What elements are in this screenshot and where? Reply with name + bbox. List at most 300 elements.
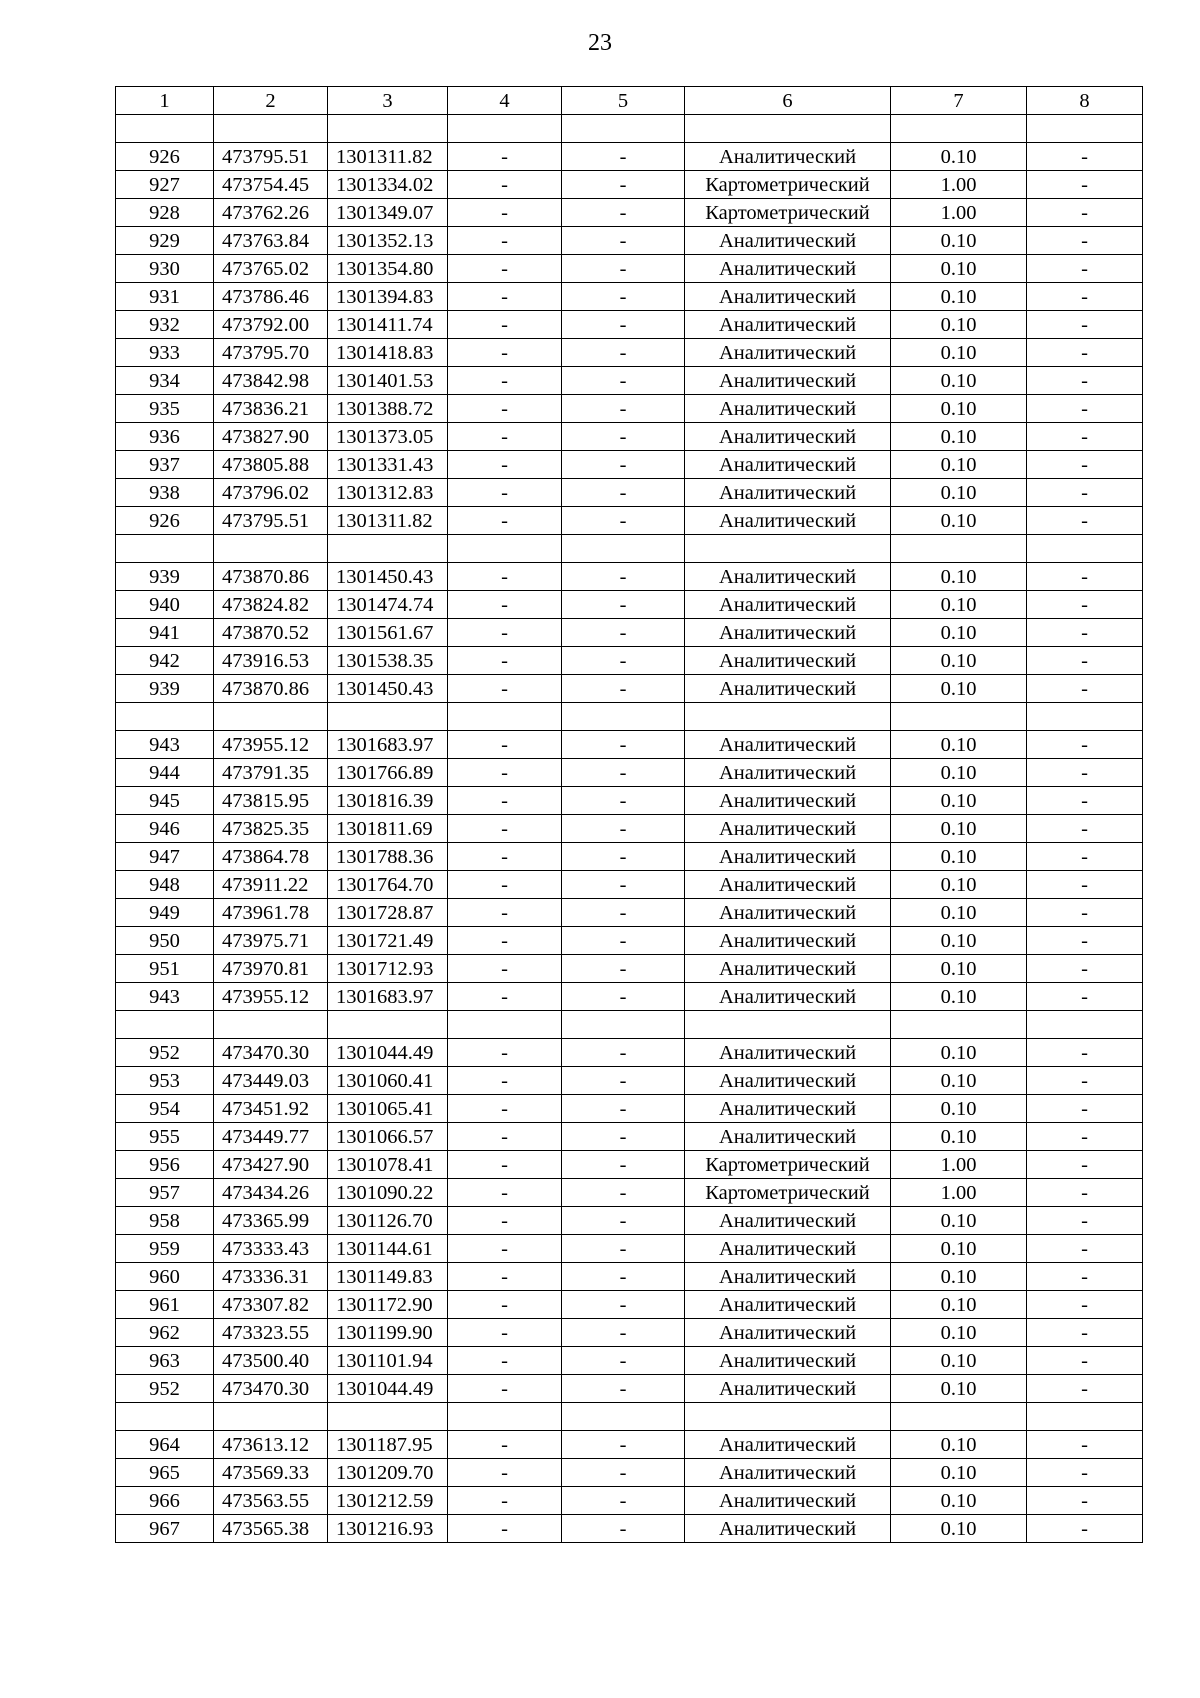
table-cell: 962 [116, 1319, 214, 1347]
table-cell: - [562, 283, 685, 311]
table-cell: - [448, 451, 562, 479]
table-row [116, 1431, 1143, 1459]
table-row [116, 395, 1143, 423]
table-cell: Аналитический [685, 731, 891, 759]
table-cell: 0.10 [891, 1319, 1027, 1347]
table-cell: Аналитический [685, 479, 891, 507]
table-cell: 0.10 [891, 143, 1027, 171]
table-cell: 957 [116, 1179, 214, 1207]
table-cell: - [562, 1067, 685, 1095]
table-cell: 1301311.82 [328, 143, 448, 171]
table-cell: 473824.82 [214, 591, 328, 619]
table-separator-row [116, 535, 1143, 563]
table-cell: Аналитический [685, 1291, 891, 1319]
table-row [116, 1375, 1143, 1403]
table-cell: Аналитический [685, 227, 891, 255]
table-cell: 1301354.80 [328, 255, 448, 283]
table-cell: - [1027, 1459, 1143, 1487]
table-cell: - [448, 1179, 562, 1207]
table-cell: - [1027, 815, 1143, 843]
table-cell [562, 1403, 685, 1431]
table-cell: Аналитический [685, 927, 891, 955]
table-cell: 966 [116, 1487, 214, 1515]
table-row [116, 1319, 1143, 1347]
table-cell: - [448, 255, 562, 283]
table-row [116, 1263, 1143, 1291]
table-cell: - [562, 227, 685, 255]
table-cell: - [1027, 423, 1143, 451]
table-row [116, 1039, 1143, 1067]
table-cell: 1301311.82 [328, 507, 448, 535]
table-cell: 933 [116, 339, 214, 367]
table-cell: - [448, 143, 562, 171]
table-cell: Картометрический [685, 171, 891, 199]
table-cell: - [562, 1319, 685, 1347]
table-row [116, 1207, 1143, 1235]
table-cell [1027, 115, 1143, 143]
table-cell [562, 703, 685, 731]
table-cell: Аналитический [685, 283, 891, 311]
table-cell: - [448, 1291, 562, 1319]
table-cell: 473955.12 [214, 983, 328, 1011]
table-cell: 0.10 [891, 899, 1027, 927]
table-cell: 941 [116, 619, 214, 647]
table-cell [685, 535, 891, 563]
table-cell: 943 [116, 731, 214, 759]
table-cell: 932 [116, 311, 214, 339]
table-cell [1027, 1011, 1143, 1039]
table-cell: - [1027, 1123, 1143, 1151]
table-cell: 0.10 [891, 983, 1027, 1011]
table-cell: - [1027, 871, 1143, 899]
table-cell: Аналитический [685, 591, 891, 619]
table-cell: 473791.35 [214, 759, 328, 787]
table-cell: 473825.35 [214, 815, 328, 843]
table-cell: Аналитический [685, 1431, 891, 1459]
table-cell: 1301199.90 [328, 1319, 448, 1347]
table-cell: 1301331.43 [328, 451, 448, 479]
table-row [116, 955, 1143, 983]
header-cell: 5 [562, 87, 685, 115]
table-cell: 0.10 [891, 507, 1027, 535]
table-cell: - [562, 423, 685, 451]
table-cell: Аналитический [685, 1263, 891, 1291]
table-cell [891, 1011, 1027, 1039]
table-cell: 1301090.22 [328, 1179, 448, 1207]
page-number: 23 [588, 30, 612, 56]
table-cell: - [1027, 479, 1143, 507]
table-cell: 946 [116, 815, 214, 843]
table-cell: 952 [116, 1039, 214, 1067]
table-cell [562, 1011, 685, 1039]
table-cell: - [1027, 1263, 1143, 1291]
table-cell: 1301373.05 [328, 423, 448, 451]
table-cell: 950 [116, 927, 214, 955]
table-cell: - [1027, 451, 1143, 479]
table-cell: 1.00 [891, 199, 1027, 227]
table-cell: 945 [116, 787, 214, 815]
table-cell: Аналитический [685, 787, 891, 815]
table-cell: 473754.45 [214, 171, 328, 199]
table-cell: 473786.46 [214, 283, 328, 311]
header-cell: 8 [1027, 87, 1143, 115]
table-cell: 951 [116, 955, 214, 983]
table-cell: 473836.21 [214, 395, 328, 423]
table-cell: Аналитический [685, 1375, 891, 1403]
table-cell: 0.10 [891, 815, 1027, 843]
table-cell [328, 1403, 448, 1431]
table-cell: Аналитический [685, 899, 891, 927]
table-cell: - [1027, 1067, 1143, 1095]
header-cell: 3 [328, 87, 448, 115]
table-cell: - [448, 1459, 562, 1487]
table-cell: 0.10 [891, 787, 1027, 815]
table-cell: - [1027, 1207, 1143, 1235]
table-cell: 473916.53 [214, 647, 328, 675]
table-cell: - [562, 675, 685, 703]
header-cell: 4 [448, 87, 562, 115]
table-cell: - [562, 255, 685, 283]
table-row [116, 171, 1143, 199]
table-cell: 0.10 [891, 843, 1027, 871]
table-cell: - [448, 563, 562, 591]
table-cell [1027, 1403, 1143, 1431]
table-cell: 963 [116, 1347, 214, 1375]
table-cell: 1301450.43 [328, 563, 448, 591]
table-cell: 0.10 [891, 1375, 1027, 1403]
table-cell: 473842.98 [214, 367, 328, 395]
table-cell [685, 1011, 891, 1039]
table-cell: - [448, 1235, 562, 1263]
table-cell: 473434.26 [214, 1179, 328, 1207]
table-cell: - [562, 647, 685, 675]
table-cell: - [448, 1375, 562, 1403]
table-cell: 961 [116, 1291, 214, 1319]
table-cell: Аналитический [685, 955, 891, 983]
table-cell: - [1027, 647, 1143, 675]
table-cell: - [1027, 255, 1143, 283]
table-cell [214, 1011, 328, 1039]
table-cell: 1301721.49 [328, 927, 448, 955]
table-cell: - [562, 1291, 685, 1319]
header-cell: 7 [891, 87, 1027, 115]
table-cell: - [562, 1431, 685, 1459]
table-cell: 0.10 [891, 255, 1027, 283]
table-cell: - [448, 339, 562, 367]
table-cell: 1301811.69 [328, 815, 448, 843]
table-cell: 959 [116, 1235, 214, 1263]
table-cell: 943 [116, 983, 214, 1011]
table-cell: 0.10 [891, 955, 1027, 983]
table-cell: 473955.12 [214, 731, 328, 759]
table-cell: - [1027, 227, 1143, 255]
table-cell: - [448, 983, 562, 1011]
table-cell: 1301216.93 [328, 1515, 448, 1543]
table-cell: Аналитический [685, 1487, 891, 1515]
table-cell: - [448, 759, 562, 787]
table-cell: - [562, 955, 685, 983]
table-cell: 1301352.13 [328, 227, 448, 255]
table-cell: - [448, 955, 562, 983]
table-cell: - [562, 1207, 685, 1235]
table-cell [214, 703, 328, 731]
table-cell: 1301538.35 [328, 647, 448, 675]
table-cell: 1301187.95 [328, 1431, 448, 1459]
table-cell: 0.10 [891, 731, 1027, 759]
table-cell: 1301712.93 [328, 955, 448, 983]
table-cell: - [1027, 1235, 1143, 1263]
table-cell: - [1027, 619, 1143, 647]
table-cell: 473792.00 [214, 311, 328, 339]
table-cell: - [1027, 927, 1143, 955]
table-cell: Аналитический [685, 311, 891, 339]
table-cell: 0.10 [891, 563, 1027, 591]
table-cell: - [448, 1515, 562, 1543]
table-cell [448, 115, 562, 143]
table-cell: Аналитический [685, 1067, 891, 1095]
table-cell [116, 115, 214, 143]
table-separator-row [116, 703, 1143, 731]
table-cell: 1301144.61 [328, 1235, 448, 1263]
table-cell: - [1027, 507, 1143, 535]
table-cell: - [1027, 1151, 1143, 1179]
table-cell: 1301450.43 [328, 675, 448, 703]
table-cell: - [1027, 143, 1143, 171]
table-separator-row [116, 115, 1143, 143]
table-cell [562, 535, 685, 563]
table-cell: 473451.92 [214, 1095, 328, 1123]
table-row [116, 227, 1143, 255]
table-cell: - [1027, 1347, 1143, 1375]
table-cell: Аналитический [685, 647, 891, 675]
table-cell: 473795.51 [214, 143, 328, 171]
table-cell: - [562, 787, 685, 815]
table-cell: 0.10 [891, 283, 1027, 311]
table-cell: 0.10 [891, 1067, 1027, 1095]
table-cell: - [562, 1459, 685, 1487]
table-row [116, 563, 1143, 591]
table-cell: 1301065.41 [328, 1095, 448, 1123]
table-cell: 931 [116, 283, 214, 311]
table-cell: - [562, 1123, 685, 1151]
table-cell: 1301388.72 [328, 395, 448, 423]
table-cell: - [562, 1375, 685, 1403]
table-cell: - [1027, 1319, 1143, 1347]
table-cell: 0.10 [891, 927, 1027, 955]
table-cell: - [448, 1095, 562, 1123]
table-cell: 942 [116, 647, 214, 675]
table-cell: - [448, 227, 562, 255]
table-row [116, 1095, 1143, 1123]
table-cell: - [1027, 311, 1143, 339]
table-row [116, 899, 1143, 927]
table-cell: 1.00 [891, 171, 1027, 199]
table-cell: - [562, 1487, 685, 1515]
table-cell: 473827.90 [214, 423, 328, 451]
table-cell: - [562, 451, 685, 479]
table-cell: 926 [116, 143, 214, 171]
table-cell: - [1027, 283, 1143, 311]
table-cell: - [448, 1487, 562, 1515]
table-cell: 0.10 [891, 1039, 1027, 1067]
table-cell: - [562, 591, 685, 619]
table-cell: - [1027, 367, 1143, 395]
table-cell: 1301788.36 [328, 843, 448, 871]
table-cell: - [1027, 171, 1143, 199]
table-cell: 0.10 [891, 759, 1027, 787]
table-cell: 473323.55 [214, 1319, 328, 1347]
table-cell: 473307.82 [214, 1291, 328, 1319]
table-cell [328, 115, 448, 143]
table-cell: 1301394.83 [328, 283, 448, 311]
table-cell [328, 1011, 448, 1039]
table-cell [116, 1403, 214, 1431]
table-cell [891, 1403, 1027, 1431]
table-row [116, 283, 1143, 311]
table-cell: Аналитический [685, 1459, 891, 1487]
table-cell: - [562, 507, 685, 535]
table-row [116, 1515, 1143, 1543]
table-cell: 1301066.57 [328, 1123, 448, 1151]
table-cell: 0.10 [891, 1515, 1027, 1543]
table-row [116, 591, 1143, 619]
table-cell: - [448, 1039, 562, 1067]
table-cell: 473762.26 [214, 199, 328, 227]
table-cell: Аналитический [685, 1207, 891, 1235]
table-cell [1027, 703, 1143, 731]
table-cell: - [448, 171, 562, 199]
table-row [116, 423, 1143, 451]
table-cell: 1301474.74 [328, 591, 448, 619]
table-cell: - [448, 1207, 562, 1235]
table-cell: Аналитический [685, 339, 891, 367]
table-row [116, 199, 1143, 227]
table-cell: 473565.38 [214, 1515, 328, 1543]
table-cell: - [562, 395, 685, 423]
table-row [116, 1151, 1143, 1179]
table-cell: 1301060.41 [328, 1067, 448, 1095]
table-cell: 473961.78 [214, 899, 328, 927]
table-cell: 958 [116, 1207, 214, 1235]
table-cell: 955 [116, 1123, 214, 1151]
table-row [116, 647, 1143, 675]
table-cell: - [448, 647, 562, 675]
table-cell: 0.10 [891, 339, 1027, 367]
table-cell: 934 [116, 367, 214, 395]
table-cell [891, 703, 1027, 731]
table-cell: - [562, 927, 685, 955]
table-cell: 473795.70 [214, 339, 328, 367]
table-cell: 952 [116, 1375, 214, 1403]
table-cell: 967 [116, 1515, 214, 1543]
table-cell [562, 115, 685, 143]
table-cell: 1301312.83 [328, 479, 448, 507]
table-cell: 473870.86 [214, 563, 328, 591]
table-row [116, 787, 1143, 815]
table-cell: Аналитический [685, 983, 891, 1011]
table-cell: - [448, 843, 562, 871]
table-cell: 939 [116, 675, 214, 703]
table-row [116, 759, 1143, 787]
table-cell: 473796.02 [214, 479, 328, 507]
table-cell: 0.10 [891, 423, 1027, 451]
table-cell: - [448, 395, 562, 423]
table-cell: 1301172.90 [328, 1291, 448, 1319]
table-cell: 965 [116, 1459, 214, 1487]
table-cell: Аналитический [685, 255, 891, 283]
table-cell: - [562, 311, 685, 339]
table-cell: - [562, 759, 685, 787]
header-cell: 1 [116, 87, 214, 115]
table-cell: - [562, 1151, 685, 1179]
table-cell: 0.10 [891, 1123, 1027, 1151]
table-cell [448, 535, 562, 563]
table-cell: 954 [116, 1095, 214, 1123]
table-cell: 935 [116, 395, 214, 423]
table-cell: 953 [116, 1067, 214, 1095]
table-cell: Аналитический [685, 843, 891, 871]
table-cell: 0.10 [891, 647, 1027, 675]
table-cell: 0.10 [891, 1095, 1027, 1123]
table-cell: 473563.55 [214, 1487, 328, 1515]
table-cell: - [448, 199, 562, 227]
table-cell: - [562, 1263, 685, 1291]
table-cell: 473470.30 [214, 1039, 328, 1067]
table-cell: - [1027, 1487, 1143, 1515]
table-cell: - [1027, 339, 1143, 367]
table-cell: - [448, 1263, 562, 1291]
table-cell: 0.10 [891, 395, 1027, 423]
table-cell: 1301212.59 [328, 1487, 448, 1515]
table-cell: Картометрический [685, 1179, 891, 1207]
table-cell: - [448, 591, 562, 619]
table-cell: - [1027, 675, 1143, 703]
table-cell: 1301078.41 [328, 1151, 448, 1179]
table-cell: Аналитический [685, 1039, 891, 1067]
table-cell: 960 [116, 1263, 214, 1291]
table-cell: - [562, 843, 685, 871]
table-row [116, 675, 1143, 703]
table-cell: 1301149.83 [328, 1263, 448, 1291]
table-cell: Аналитический [685, 675, 891, 703]
table-cell: - [562, 731, 685, 759]
table-cell: 473569.33 [214, 1459, 328, 1487]
table-row [116, 1235, 1143, 1263]
table-cell: 1301766.89 [328, 759, 448, 787]
table-row [116, 927, 1143, 955]
table-cell: - [562, 899, 685, 927]
table-cell: 0.10 [891, 311, 1027, 339]
table-cell: 473470.30 [214, 1375, 328, 1403]
table-cell: 0.10 [891, 1207, 1027, 1235]
table-cell: - [562, 367, 685, 395]
table-cell: - [448, 1431, 562, 1459]
table-cell: Аналитический [685, 451, 891, 479]
table-cell: - [1027, 843, 1143, 871]
table-cell: 930 [116, 255, 214, 283]
table-separator-row [116, 1011, 1143, 1039]
table-cell: 473870.52 [214, 619, 328, 647]
header-cell: 2 [214, 87, 328, 115]
table-cell: Аналитический [685, 563, 891, 591]
table-cell: - [562, 1347, 685, 1375]
table-cell: - [1027, 1515, 1143, 1543]
table-header-row [116, 87, 1143, 115]
table-cell: 1301044.49 [328, 1039, 448, 1067]
table-cell [685, 703, 891, 731]
table-cell: 1301209.70 [328, 1459, 448, 1487]
table-cell: 1301101.94 [328, 1347, 448, 1375]
